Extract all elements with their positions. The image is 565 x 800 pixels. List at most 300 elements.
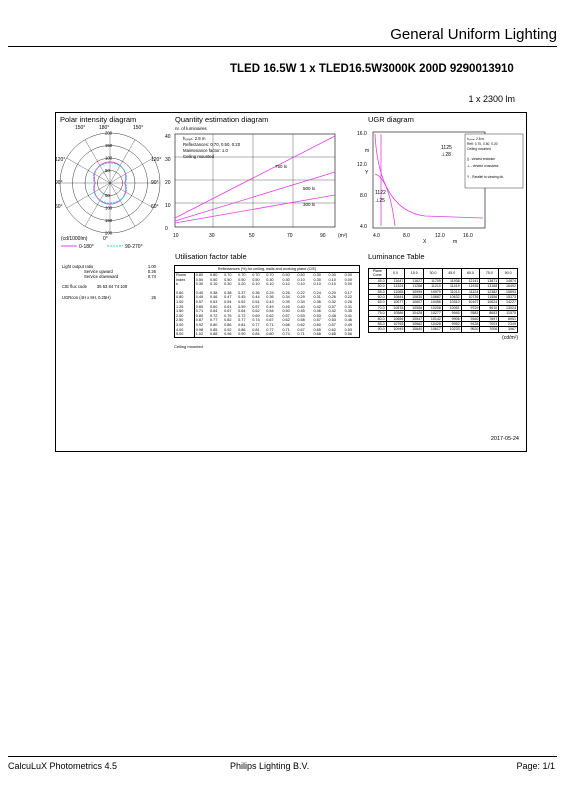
product-name: TLED 16.5W 1 x TLED16.5W3000K 200D 9290013910 xyxy=(230,63,514,75)
table-cell: 10277 xyxy=(424,311,443,316)
table-cell: 11627 xyxy=(405,278,424,283)
table-cell: 11419 xyxy=(442,284,461,289)
luminous-flux: 1 x 2300 lm xyxy=(468,94,515,104)
table-cell: 0.43 xyxy=(266,299,274,304)
table-cell: 0.67 xyxy=(266,318,274,323)
table-cell: 0.64 xyxy=(238,309,246,314)
quantity-ylabel: nr. of luminaires xyxy=(175,126,207,131)
table-cell: 10617 xyxy=(424,327,443,332)
polar-top-label: 150° xyxy=(75,125,86,131)
table-cell: 0.65 xyxy=(313,327,321,332)
table-row xyxy=(175,287,360,296)
quantity-note: h₀ₚₑₙ: 2.8 m xyxy=(183,136,206,141)
table-cell: 10233 xyxy=(442,327,461,332)
table-cell: 0.50 xyxy=(224,277,232,282)
table-cell: 0.74 xyxy=(282,332,290,337)
table-cell: 0.45 xyxy=(238,295,246,300)
table-cell: 14874 xyxy=(499,278,518,283)
table-cell: 0.98 xyxy=(195,327,204,332)
table-cell: 0.80 xyxy=(195,313,204,318)
ugrcon-value: 26 xyxy=(151,294,156,300)
polar-ring-label: 100 xyxy=(105,155,113,161)
ugr-xtick: 8.0 xyxy=(403,233,410,239)
table-cell: 0.77 xyxy=(266,327,274,332)
table-cell: 0.41 xyxy=(344,313,352,318)
table-cell: 3.00 xyxy=(175,323,195,328)
table-cell: 16492 xyxy=(499,284,518,289)
table-cell: 0.57 xyxy=(282,313,290,318)
table-cell: 11014 xyxy=(442,289,461,294)
table-cell: 0.60 xyxy=(313,322,321,327)
table-cell: 0.00 xyxy=(344,282,352,287)
quantity-title: Quantity estimation diagram xyxy=(175,115,269,124)
ugr-xunit: m xyxy=(453,239,458,245)
table-cell: 0.51 xyxy=(252,299,260,304)
table-cell: 0.54 xyxy=(224,299,232,304)
table-cell: 85.0 xyxy=(369,322,387,327)
luminance-table-wrap xyxy=(368,268,518,341)
table-cell: 10428 xyxy=(424,322,443,327)
ugr-legend-text: ⊥ - viewed crosswise xyxy=(467,164,499,168)
table-cell: 0.59 xyxy=(238,304,246,309)
info-row xyxy=(62,274,156,279)
ugr-ytick: 4.0 xyxy=(360,224,367,230)
table-cell: 11647 xyxy=(386,278,405,283)
table-cell: 0.46 xyxy=(313,309,321,314)
table-cell: 9520 xyxy=(461,327,480,332)
table-cell: 11210 xyxy=(424,284,443,289)
table-cell: 0.32 xyxy=(328,299,336,304)
q-ytick: 10 xyxy=(165,203,171,209)
table-cell: 55.0 xyxy=(369,289,387,294)
polar-right-label: 60° xyxy=(151,204,159,210)
table-cell: 0.70 xyxy=(252,273,260,277)
table-cell: 0.10 xyxy=(266,282,274,287)
table-cell: 8951 xyxy=(499,316,518,321)
table-cell: 0.53 xyxy=(210,299,218,304)
table-cell: 0.50 xyxy=(282,309,290,314)
table-cell: 7006 xyxy=(480,327,499,332)
table-cell: 0.80 xyxy=(210,322,218,327)
table-row xyxy=(175,332,360,337)
table-cell: 0.36 xyxy=(313,299,321,304)
table-cell: 0.57 xyxy=(252,304,260,309)
ugr-ylabel: Y xyxy=(365,170,369,176)
series-label-300: 300 lx xyxy=(303,202,316,207)
table-cell: 0.49 xyxy=(266,304,274,309)
table-cell: 0.65 xyxy=(328,332,336,337)
table-cell: 1.25 xyxy=(175,305,195,310)
ugr-ytick: 8.0 xyxy=(360,193,367,199)
ugr-yunit: m xyxy=(365,148,370,154)
table-cell: 0.62 xyxy=(252,309,260,314)
table-cell: 0.67 xyxy=(297,327,305,332)
table-cell: 10547 xyxy=(405,316,424,321)
table-cell: 75.0 xyxy=(369,311,387,316)
series-label-750: 750 lx xyxy=(275,164,288,169)
table-cell: 0.67 xyxy=(224,309,232,314)
table-cell: 0.70 xyxy=(224,273,232,277)
table-cell: 30.0 xyxy=(424,269,443,279)
polar-ring-label: 150 xyxy=(105,218,113,223)
ugr-title: UGR diagram xyxy=(368,115,414,124)
table-cell: 10677 xyxy=(386,300,405,305)
table-cell: 0.72 xyxy=(238,313,246,318)
table-cell: 0.69 xyxy=(252,313,260,318)
table-cell: 0.52 xyxy=(238,299,246,304)
table-cell: 10970 xyxy=(424,289,443,294)
table-cell: 2.00 xyxy=(175,314,195,319)
ugr-legend-text: Ceiling mounted xyxy=(467,147,491,151)
table-cell: 60.0 xyxy=(369,295,387,300)
table-cell: 10576 xyxy=(386,305,405,310)
line-500lx xyxy=(175,172,335,221)
table-cell: 14227 xyxy=(499,300,518,305)
table-cell: 0.30 xyxy=(313,273,321,277)
table-cell: 0.77 xyxy=(238,318,246,323)
table-cell: 0.45 xyxy=(282,304,290,309)
luminance-table xyxy=(368,268,518,333)
table-cell: 0.81 xyxy=(252,327,260,332)
table-cell: 0.50 xyxy=(210,277,218,282)
polar-left-label: 60° xyxy=(55,204,63,210)
polar-unit: (cd/1000lm) xyxy=(61,236,88,242)
table-cell: 0.38 xyxy=(210,290,218,295)
table-cell: 0.60 xyxy=(175,287,195,296)
q-xtick: 90 xyxy=(320,233,326,239)
table-cell: 0.29 xyxy=(266,290,274,295)
table-cell: 15893 xyxy=(499,289,518,294)
table-cell: 0.86 xyxy=(238,327,246,332)
table-cell: 0.60 xyxy=(210,304,218,309)
series-label-500: 500 lx xyxy=(303,186,316,191)
luminance-unit: (cd/m²) xyxy=(502,334,518,341)
polar-legend-0: 0-180° xyxy=(79,244,94,250)
table-cell: 0.81 xyxy=(238,322,246,327)
info-label: Service upward xyxy=(84,269,113,275)
quantity-note: Reflectances: 0.70, 0.50, 0.20 xyxy=(183,142,241,147)
page-title: General Uniform Lighting xyxy=(390,26,557,43)
table-cell: 0.46 xyxy=(344,318,352,323)
table-cell: 15.0 xyxy=(405,269,424,279)
table-cell: 0.80 xyxy=(195,273,204,277)
table-cell: 0.62 xyxy=(266,313,274,318)
polar-top-label: 150° xyxy=(133,125,144,131)
report-date: 2017-05-24 xyxy=(490,436,519,442)
table-cell: 11705 xyxy=(424,278,443,283)
table-cell: 0.42 xyxy=(328,309,336,314)
table-cell: 0.30 xyxy=(328,273,336,277)
table-cell: 11288 xyxy=(405,284,424,289)
q-ytick: 20 xyxy=(165,180,171,186)
table-cell: 10607 xyxy=(405,300,424,305)
table-cell: 0.53 xyxy=(313,313,321,318)
table-cell: 0.10 xyxy=(282,282,290,287)
table-cell: 11065 xyxy=(386,289,405,294)
quantity-note: Maintenance factor: 1.0 xyxy=(183,148,228,153)
q-xtick: 30 xyxy=(209,233,215,239)
table-cell: 0.61 xyxy=(224,304,232,309)
table-cell: 0.70 xyxy=(238,273,246,277)
table-cell: 10632 xyxy=(442,295,461,300)
table-cell: 0.22 xyxy=(297,290,305,295)
table-cell: 2349 xyxy=(499,322,518,327)
table-cell: 60.0 xyxy=(461,269,480,279)
table-cell: 0.50 xyxy=(297,273,305,277)
table-cell: 0.10 xyxy=(328,277,336,282)
cie-value: 35 63 84 74 100 xyxy=(96,283,128,289)
utilisation-footer: Ceiling mounted xyxy=(174,343,203,349)
table-cell: 0.17 xyxy=(344,290,352,295)
table-row xyxy=(369,269,518,279)
table-cell: 0.88 xyxy=(210,332,218,337)
table-cell: 9610 xyxy=(480,305,499,310)
polar-left-label: 120° xyxy=(55,157,66,163)
table-cell: Index xyxy=(175,278,195,283)
table-cell: 0.10 xyxy=(210,282,218,287)
info-label: Service downward xyxy=(84,274,119,280)
table-cell: 0.70 xyxy=(266,273,274,277)
ugr-diagram xyxy=(355,122,525,246)
table-cell: 0.50 xyxy=(252,277,260,282)
table-cell: 0.48 xyxy=(328,313,336,318)
table-cell: 0.26 xyxy=(282,290,290,295)
table-cell: 0.34 xyxy=(297,299,305,304)
table-cell: 0.44 xyxy=(252,295,260,300)
polar-legend-1: 90-270° xyxy=(125,244,143,250)
table-cell: 0.31 xyxy=(344,304,352,309)
table-cell: 0.92 xyxy=(195,322,204,327)
table-cell: 0.30 xyxy=(313,277,321,282)
polar-ring-label: 200 xyxy=(105,230,113,236)
table-cell: 0.10 xyxy=(328,282,336,287)
table-cell: 1.50 xyxy=(175,309,195,314)
table-cell: 0.57 xyxy=(195,299,204,304)
table-cell: 80.0 xyxy=(369,316,387,321)
table-cell: 0.40 xyxy=(297,304,305,309)
table-cell: 0.72 xyxy=(210,313,218,318)
ugr-legend-text: || - viewed endwise xyxy=(467,157,495,161)
table-cell: k xyxy=(175,282,195,287)
table-cell: 0.87 xyxy=(195,318,204,323)
table-cell: Plane Cone xyxy=(369,269,387,279)
table-cell: 7697 xyxy=(480,316,499,321)
polar-bottom-label: 0° xyxy=(103,236,108,242)
ugr-annotation: ⊥25 xyxy=(375,198,385,204)
table-cell: 10197 xyxy=(461,300,480,305)
table-cell: 0.50 xyxy=(282,273,290,277)
table-cell: 11556 xyxy=(480,295,499,300)
footer-center: Philips Lighting B.V. xyxy=(230,761,310,771)
table-cell: 8653 xyxy=(480,311,499,316)
table-cell: 0.65 xyxy=(195,304,204,309)
table-cell: 10428 xyxy=(405,311,424,316)
table-cell: 10142 xyxy=(424,316,443,321)
table-cell: 10949 xyxy=(386,327,405,332)
ugr-legend-text: Refl: 0.70, 0.50, 0.20 xyxy=(467,142,498,146)
table-row xyxy=(175,323,360,328)
footer-right: Page: 1/1 xyxy=(516,761,555,771)
table-cell: 0.50 xyxy=(238,277,246,282)
table-cell: 0.36 xyxy=(266,295,274,300)
info-label: Light output ratio xyxy=(62,264,94,269)
table-cell: 0.35 xyxy=(344,309,352,314)
polar-ring-label: 50 xyxy=(105,168,110,173)
table-cell: 10456 xyxy=(424,300,443,305)
luminance-title: Luminance Table xyxy=(368,252,425,261)
table-cell: 0.96 xyxy=(224,332,232,337)
table-cell: 9952 xyxy=(442,322,461,327)
table-cell: 3967 xyxy=(499,327,518,332)
table-cell: 0.30 xyxy=(224,282,232,287)
ugr-legend-text: Y - Parallel to viewing dir. xyxy=(467,175,504,179)
table-cell: 11124 xyxy=(461,289,480,294)
table-cell: 10999 xyxy=(405,289,424,294)
ugr-xlabel: X xyxy=(423,239,427,245)
table-cell: 1.00 xyxy=(175,300,195,305)
table-cell: 0.37 xyxy=(238,290,246,295)
table-cell: 1.02 xyxy=(195,332,204,337)
table-cell: 0.53 xyxy=(328,318,336,323)
table-cell: 0.45 xyxy=(297,309,305,314)
utilisation-title: Utilisation factor table xyxy=(175,252,247,261)
table-cell: 0.37 xyxy=(328,304,336,309)
table-cell: 0.82 xyxy=(224,318,232,323)
table-cell: 12382 xyxy=(480,289,499,294)
line-300lx xyxy=(175,195,335,223)
table-cell: 10687 xyxy=(424,295,443,300)
table-row xyxy=(175,282,360,287)
table-cell: 0.30 xyxy=(195,282,204,287)
table-cell: 11324 xyxy=(386,284,405,289)
table-cell: 0.36 xyxy=(252,290,260,295)
table-cell: 10662 xyxy=(405,322,424,327)
q-xtick: 70 xyxy=(287,233,293,239)
table-row xyxy=(369,327,518,332)
ugr-legend-text: h₀ₚₑₙ: 2.8 m xyxy=(467,137,485,141)
polar-left-label: 90° xyxy=(55,180,63,186)
table-cell: 0.38 xyxy=(224,290,232,295)
table-cell: 0.10 xyxy=(297,282,305,287)
table-cell: 0.46 xyxy=(210,295,218,300)
table-cell: 0.77 xyxy=(252,322,260,327)
table-cell: 0.62 xyxy=(282,318,290,323)
table-cell: 0.62 xyxy=(297,322,305,327)
table-cell: 0.30 xyxy=(282,277,290,282)
table-cell: 0.30 xyxy=(266,277,274,282)
utilisation-caption: Reflectances (%) for ceiling, walls and working plane (CIE) xyxy=(174,265,360,273)
ugr-annotation: 1125 xyxy=(441,145,452,151)
table-cell: 10208 xyxy=(424,305,443,310)
footer-left: CalcuLuX Photometrics 4.5 xyxy=(8,761,118,771)
q-ytick: 40 xyxy=(165,134,171,140)
table-cell: 0.26 xyxy=(328,295,336,300)
table-cell: 0.80 xyxy=(266,332,274,337)
table-cell: 10061 xyxy=(442,305,461,310)
table-cell: 9906 xyxy=(442,316,461,321)
table-cell: 0.80 xyxy=(210,273,218,277)
q-xtick: 50 xyxy=(249,233,255,239)
table-cell: 11935 xyxy=(461,284,480,289)
table-cell: 11938 xyxy=(442,278,461,283)
table-cell: 0.24 xyxy=(313,290,321,295)
table-cell: 0.42 xyxy=(313,304,321,309)
polar-right-label: 120° xyxy=(151,157,162,163)
table-cell: 9128 xyxy=(461,322,480,327)
cie-row xyxy=(62,284,156,289)
utilisation-table xyxy=(174,273,360,338)
info-value: 1.00 xyxy=(147,264,156,269)
table-cell: 0.49 xyxy=(344,322,352,327)
table-cell: 0.58 xyxy=(297,318,305,323)
info-value: 0.74 xyxy=(147,274,156,280)
polar-title: Polar intensity diagram xyxy=(60,115,137,124)
table-cell: 0.76 xyxy=(224,313,232,318)
ugrcon-label: UGRcon (4H x 8H, 0.25H) xyxy=(62,294,111,300)
table-cell: 0.71 xyxy=(297,332,305,337)
table-cell: 0.10 xyxy=(297,277,305,282)
table-cell: 0.71 xyxy=(282,327,290,332)
table-cell: 0.90 xyxy=(238,332,246,337)
info-value: 0.26 xyxy=(147,269,156,275)
cie-label: CIE flux code xyxy=(62,283,87,289)
table-cell: 0.56 xyxy=(344,332,352,337)
table-cell: 0.10 xyxy=(313,282,321,287)
table-cell: 0.71 xyxy=(266,322,274,327)
table-cell: 13024 xyxy=(499,305,518,310)
table-cell: 0.71 xyxy=(195,309,204,314)
table-cell: 70.0 xyxy=(369,305,387,310)
info-block xyxy=(62,264,156,300)
q-ytick: 30 xyxy=(165,157,171,163)
table-cell: 4.00 xyxy=(175,328,195,333)
table-cell: 0.22 xyxy=(344,295,352,300)
q-xunit: (m²) xyxy=(338,233,348,239)
table-cell: Room xyxy=(175,273,195,278)
table-cell: 65.0 xyxy=(369,300,387,305)
table-row xyxy=(175,273,360,278)
table-cell: 0.66 xyxy=(282,322,290,327)
table-cell: 0.39 xyxy=(282,299,290,304)
table-cell: 0.0 xyxy=(386,269,405,279)
table-cell: 0.77 xyxy=(210,318,218,323)
table-cell: 13871 xyxy=(480,278,499,283)
table-cell: 9729 xyxy=(461,305,480,310)
table-cell: 0.29 xyxy=(297,295,305,300)
table-cell: 0.54 xyxy=(266,309,274,314)
table-cell: 10735 xyxy=(461,295,480,300)
table-cell: 10586 xyxy=(386,311,405,316)
polar-diagram xyxy=(55,122,167,250)
table-cell: 0.50 xyxy=(195,277,204,282)
polar-right-label: 90° xyxy=(151,180,159,186)
ugr-xtick: 12.0 xyxy=(435,233,445,239)
table-cell: 9945 xyxy=(442,311,461,316)
ugr-ytick: 16.0 xyxy=(357,131,367,137)
table-cell: 50.0 xyxy=(369,284,387,289)
table-cell: 0.68 xyxy=(313,332,321,337)
table-cell: 0.20 xyxy=(238,282,246,287)
table-cell: 15373 xyxy=(499,295,518,300)
table-cell: 10830 xyxy=(405,295,424,300)
table-cell: 0.00 xyxy=(344,277,352,282)
table-cell: 10624 xyxy=(480,300,499,305)
table-cell: 10310 xyxy=(442,300,461,305)
table-cell: 10844 xyxy=(386,295,405,300)
ugr-annotation: 1122 xyxy=(375,190,386,196)
table-cell: 9383 xyxy=(461,311,480,316)
quantity-note: Ceiling mounted xyxy=(183,154,215,159)
